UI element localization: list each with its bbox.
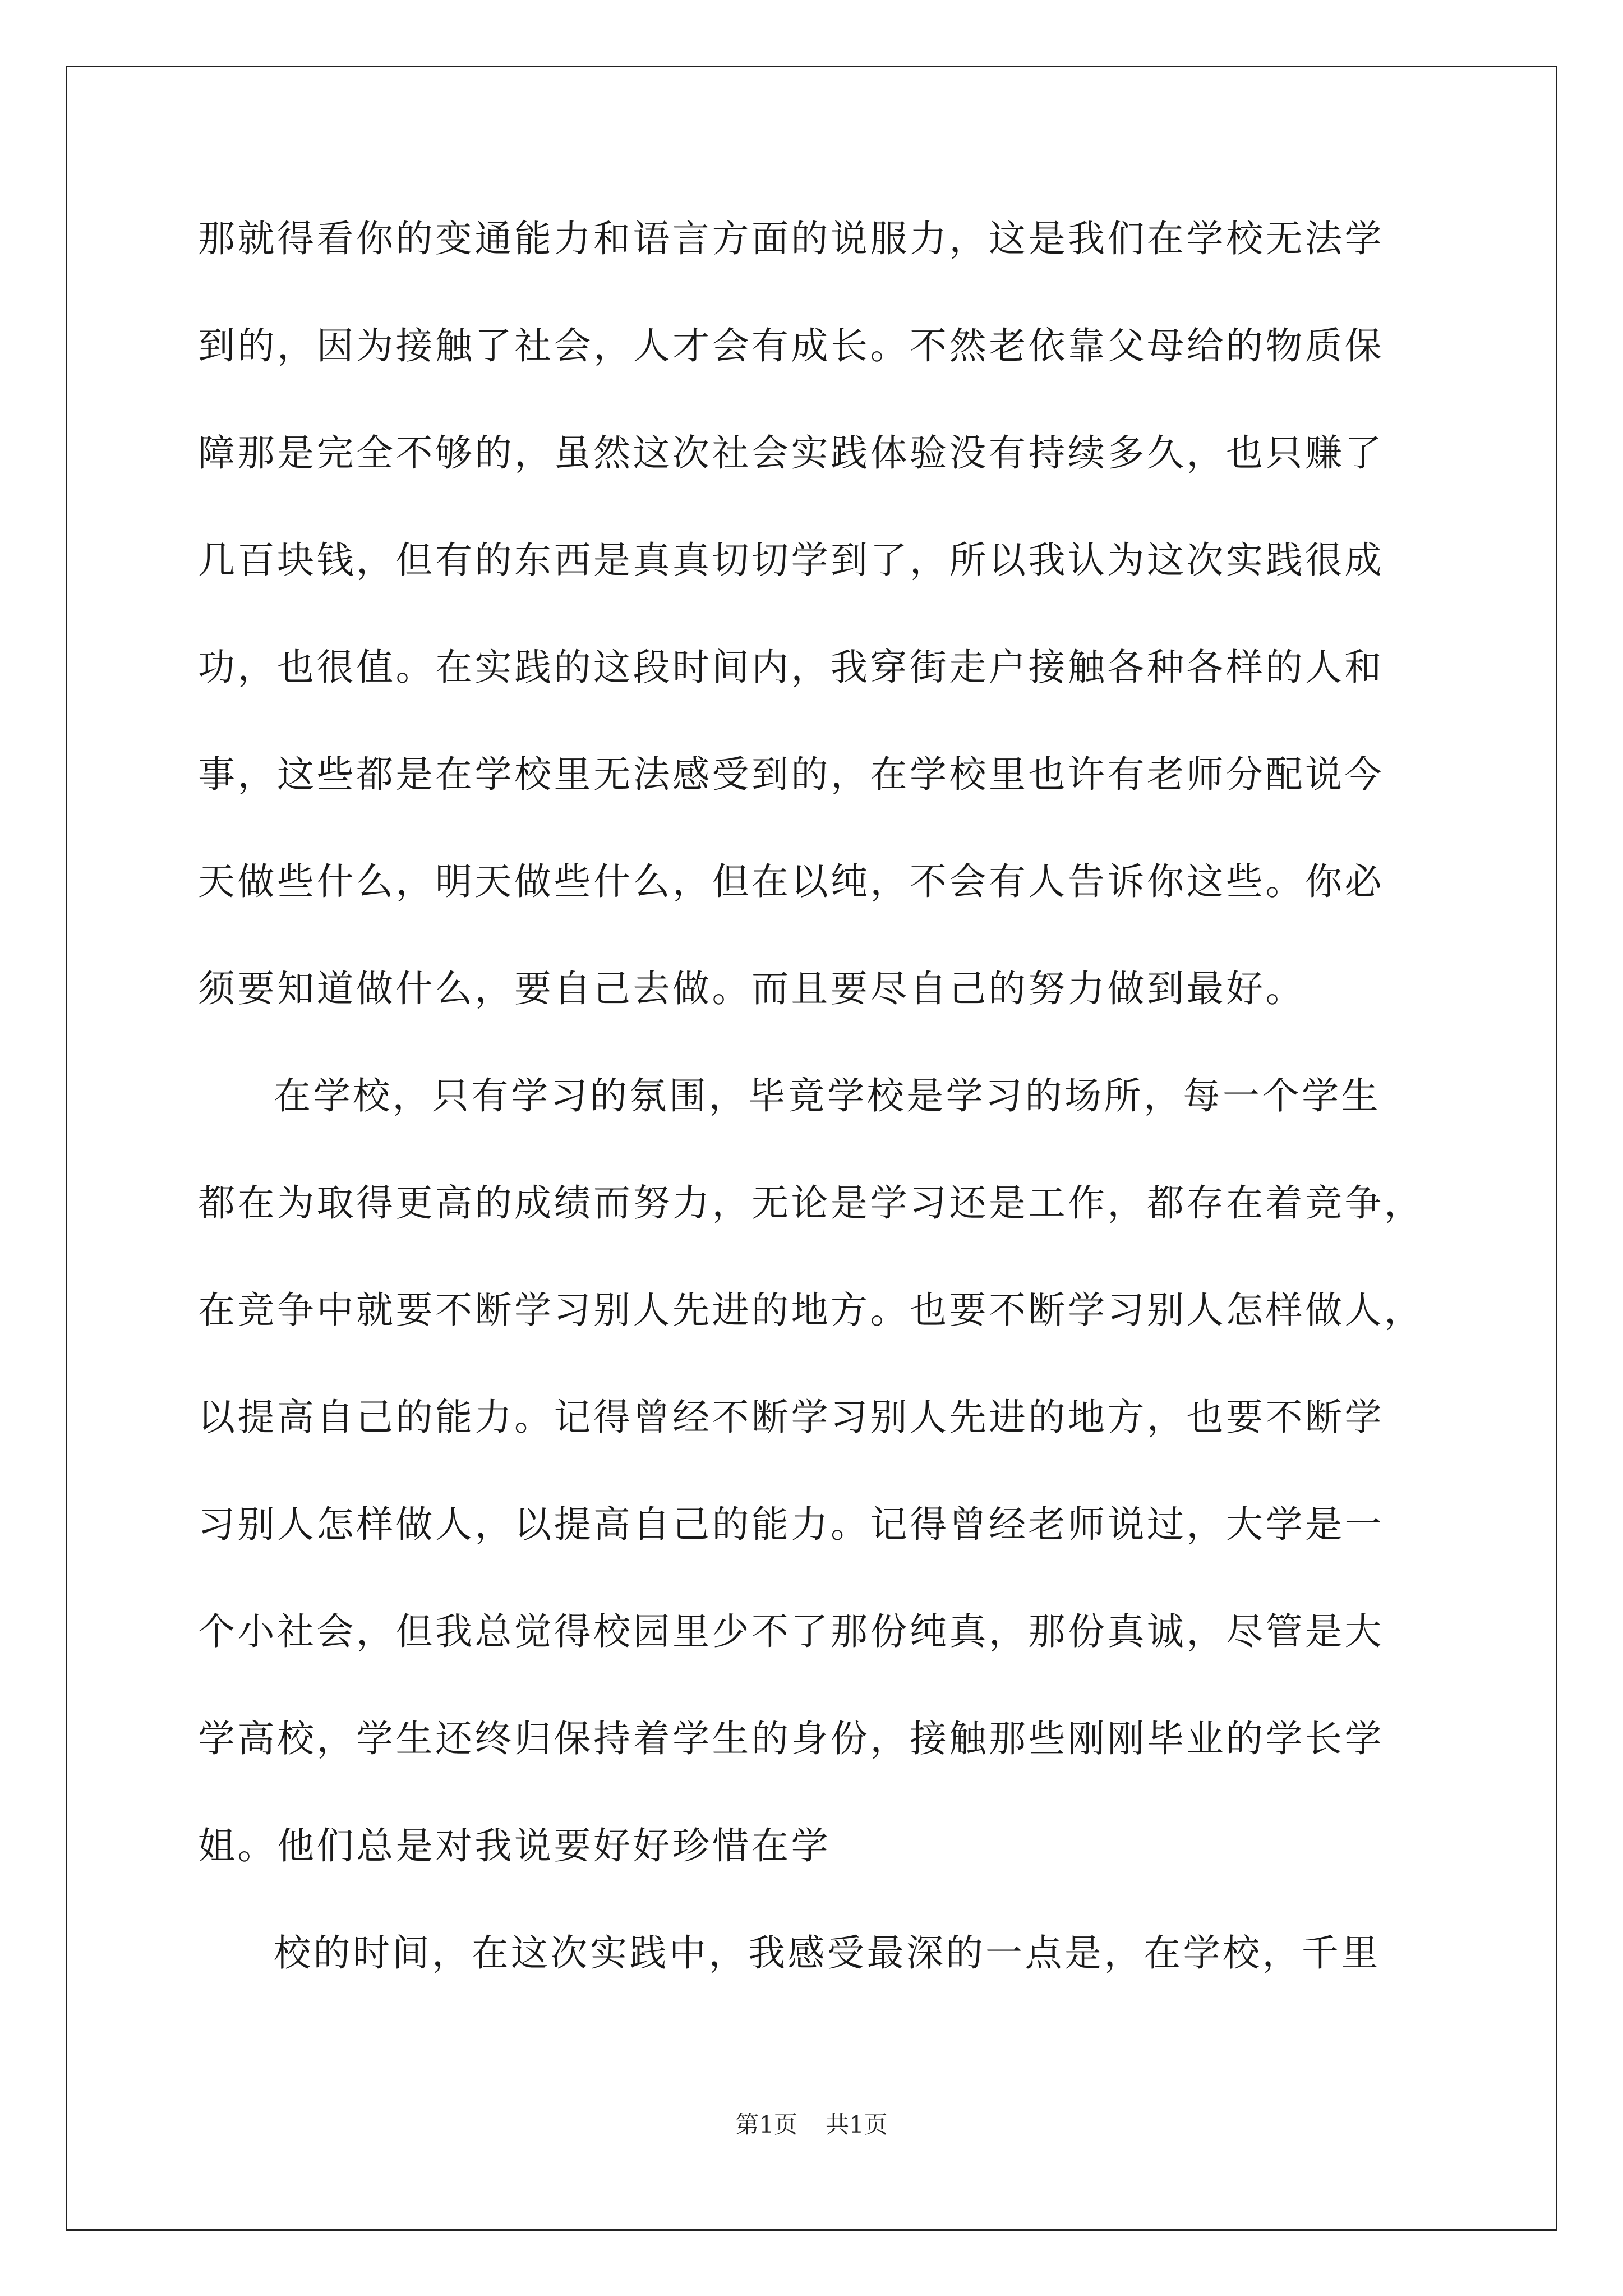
page-number: 第1页 (735, 2111, 797, 2138)
text-line: 以提高自己的能力。记得曾经不断学习别人先进的地方，也要不断学 (198, 1396, 1384, 1439)
text-line: 天做些什么，明天做些什么，但在以纯，不会有人告诉你这些。你必 (198, 860, 1384, 903)
text-line: 事，这些都是在学校里无法感受到的，在学校里也许有老师分配说今 (198, 753, 1384, 796)
paragraph-start-line: 校的时间，在这次实践中，我感受最深的一点是，在学校，千里 (274, 1931, 1381, 1975)
text-line: 个小社会，但我总觉得校园里少不了那份纯真，那份真诚，尽管是大 (198, 1610, 1384, 1653)
text-line: 障那是完全不够的，虽然这次社会实践体验没有持续多久，也只赚了 (198, 431, 1384, 475)
page-footer (0, 2108, 1623, 2142)
text-line: 到的，因为接触了社会，人才会有成长。不然老依靠父母给的物质保 (198, 324, 1384, 367)
text-line: 学高校，学生还终归保持着学生的身份，接触那些刚刚毕业的学长学 (198, 1717, 1384, 1760)
text-line: 姐。他们总是对我说要好好珍惜在学 (198, 1824, 831, 1867)
page-total: 共1页 (826, 2111, 888, 2138)
document-body (198, 211, 1432, 2032)
text-line: 都在为取得更高的成绩而努力，无论是学习还是工作，都存在着竞争， (198, 1181, 1424, 1225)
text-line: 那就得看你的变通能力和语言方面的说服力，这是我们在学校无法学 (198, 217, 1384, 260)
text-line: 在竞争中就要不断学习别人先进的地方。也要不断学习别人怎样做人， (198, 1289, 1424, 1332)
text-line: 几百块钱，但有的东西是真真切切学到了，所以我认为这次实践很成 (198, 539, 1384, 582)
text-line: 习别人怎样做人，以提高自己的能力。记得曾经老师说过，大学是一 (198, 1503, 1384, 1546)
paragraph-start-line: 在学校，只有学习的氛围，毕竟学校是学习的场所，每一个学生 (274, 1074, 1381, 1117)
text-line: 须要知道做什么，要自己去做。而且要尽自己的努力做到最好。 (198, 967, 1305, 1010)
text-line: 功，也很值。在实践的这段时间内，我穿街走户接触各种各样的人和 (198, 646, 1384, 689)
